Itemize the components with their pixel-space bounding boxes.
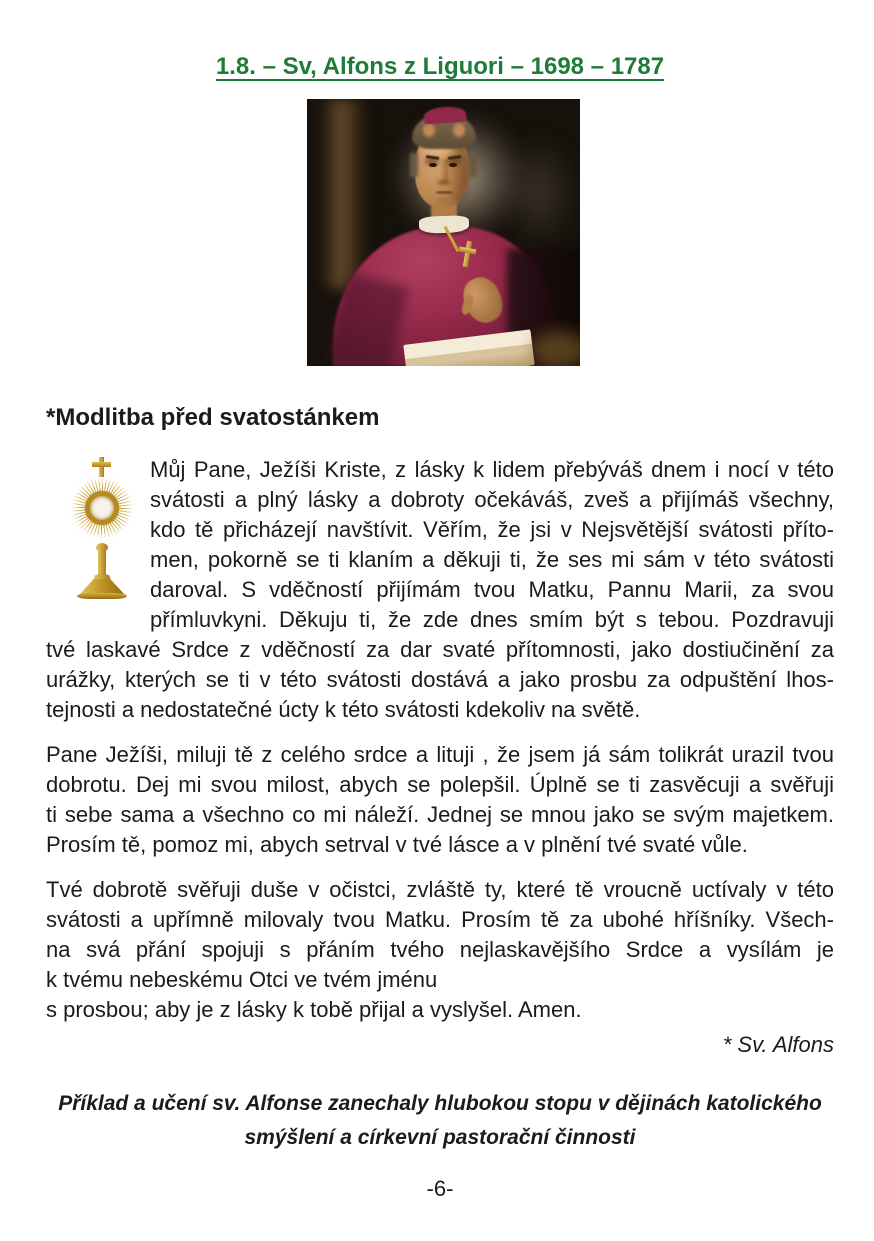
page-number: -6-	[426, 1176, 454, 1201]
st-alfons-portrait-image	[307, 99, 580, 366]
portrait-eye	[449, 163, 457, 167]
text-line: kdo tě přicházejí navštívit. Věřím, že jsi v Nejsvětější svátosti příto-	[150, 517, 834, 542]
portrait-sideburn	[469, 153, 477, 177]
portrait-sideburn	[410, 153, 418, 177]
text-line: Tvé dobrotě svěřuji duše v očistci, zvláště ty, které tě vroucně uctívaly v této	[46, 877, 834, 902]
text-line: na svá přání spojuji s přáním tvého nejlaskavějšího Srdce a vysílám je	[46, 937, 834, 962]
text-line: tejnosti a nedostatečné úcty k této svátosti kdekoliv na světě.	[46, 697, 641, 722]
prayer-signature: * Sv. Alfons	[722, 1032, 834, 1057]
closing-statement	[46, 1087, 834, 1155]
text-line: Pane Ježíši, miluji tě z celého srdce a lituji , že jsem já sám tolikrát urazil tvou	[46, 742, 834, 767]
text-line: přímluvkyni. Děkuju ti, že zde dnes smím být s tebou. Pozdravuji	[150, 607, 834, 632]
prayer-paragraph-1	[46, 455, 834, 725]
portrait-mouth	[436, 191, 453, 194]
portrait-white-collar	[418, 215, 469, 234]
prayer-paragraph-3	[46, 875, 834, 1025]
text-line: smýšlení a církevní pastorační činnosti	[244, 1126, 636, 1149]
portrait-eye	[429, 163, 437, 167]
text-line: Prosím tě, pomoz mi, abych setrval v tvé lásce a v plnění tvé svaté vůle.	[46, 832, 748, 857]
monstrance-stem	[98, 550, 106, 576]
portrait-nose	[437, 180, 450, 185]
text-line: tvé laskavé Srdce z vděčností za dar svaté přítomnosti, jako dostiučinění za	[46, 637, 834, 662]
portrait-hairline	[453, 123, 465, 137]
text-line: urážky, kterých se ti v této svátosti dostává a jako prosbu za odpuštění lhos-	[46, 667, 834, 692]
text-line: dobrotu. Dej mi svou milost, abych se polepšil. Úplně se ti zasvěcuji a svěřuji	[46, 772, 834, 797]
text-line: Příklad a učení sv. Alfonse zanechaly hlubokou stopu v dějinách katolického	[58, 1092, 822, 1115]
portrait-background-glow	[531, 331, 580, 366]
portrait-chin	[437, 198, 451, 201]
text-line: k tvému nebeskému Otci ve tvém jménu	[46, 967, 438, 992]
portrait-hairline	[423, 123, 435, 137]
text-line: Můj Pane, Ježíši Kriste, z lásky k lidem přebýváš dnem i nocí v této	[150, 457, 834, 482]
monstrance-host-window	[85, 491, 119, 525]
text-line: s prosbou; aby je z lásky k tobě přijal a vyslyšel. Amen.	[46, 997, 582, 1022]
monstrance-cross	[92, 462, 111, 467]
text-line: ti sebe sama a všechno co mi náleží. Jednej se mnou jako se svým majetkem.	[46, 802, 834, 827]
text-line: svátosti a plný lásky a dobroty očekáváš, zveš a přijímáš všechny,	[150, 487, 834, 512]
monstrance-cross	[99, 457, 104, 477]
prayer-heading: *Modlitba před svatostánkem	[46, 404, 380, 431]
text-line: daroval. S vděčností přijímám tvou Matku, Pannu Marii, za svou	[150, 577, 834, 602]
prayer-paragraph-2	[46, 740, 834, 860]
monstrance-base	[77, 593, 127, 599]
text-line: svátosti a upřímně milovaly tvou Matku. Prosím tě za ubohé hříšníky. Všech-	[46, 907, 834, 932]
page-title: 1.8. – Sv, Alfons z Liguori – 1698 – 1787	[215, 53, 665, 80]
portrait-background-pillar	[321, 99, 365, 289]
monstrance-icon	[65, 457, 138, 632]
text-line: men, pokorně se ti klaním a děkuji ti, že ses mi sám v této svátosti	[150, 547, 834, 572]
